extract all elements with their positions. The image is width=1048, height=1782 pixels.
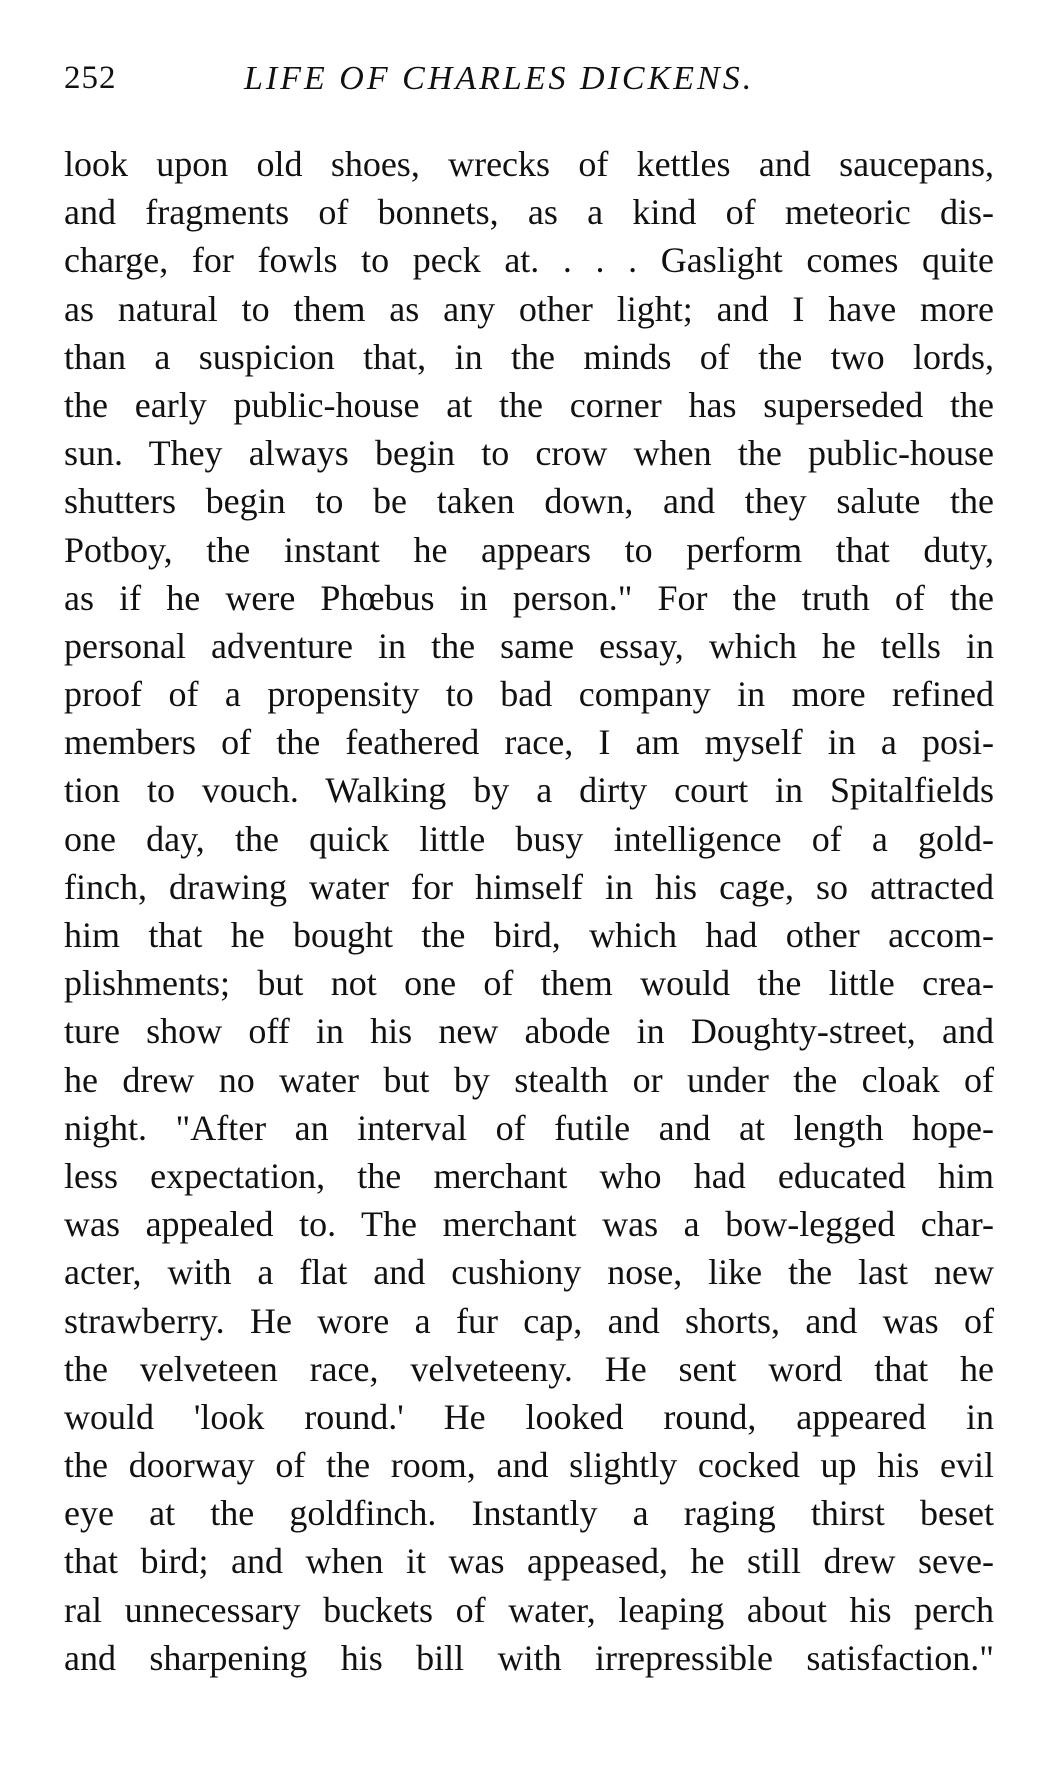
page-number: 252 bbox=[64, 60, 117, 96]
text-line: that bird; and when it was appeased, he still drew seve- bbox=[64, 1541, 994, 1582]
text-line: shutters begin to be taken down, and they salute the bbox=[64, 481, 994, 522]
running-title: LIFE OF CHARLES DICKENS. bbox=[244, 60, 755, 97]
text-line: ture show off in his new abode in Doughty-street, and bbox=[64, 1011, 994, 1052]
text-line: eye at the goldfinch. Instantly a raging thirst beset bbox=[64, 1493, 994, 1534]
text-line: the doorway of the room, and slightly cocked up his evil bbox=[64, 1445, 994, 1486]
text-line: him that he bought the bird, which had other accom- bbox=[64, 915, 994, 955]
text-line: the early public-house at the corner has superseded the bbox=[64, 384, 994, 425]
text-line: acter, with a flat and cushiony nose, like the last new bbox=[64, 1252, 994, 1293]
text-line: one day, the quick little busy intelligence of a gold- bbox=[64, 818, 994, 859]
text-line: was appealed to. The merchant was a bow-legged char- bbox=[64, 1204, 994, 1245]
text-line: would 'look round.' He looked round, appeared in bbox=[64, 1396, 994, 1437]
text-line: than a suspicion that, in the minds of the two lords, bbox=[64, 336, 994, 377]
text-line: ral unnecessary buckets of water, leaping about his perch bbox=[64, 1589, 994, 1630]
text-line: proof of a propensity to bad company in more refined bbox=[64, 674, 994, 715]
text-line: members of the feathered race, I am myself in a posi- bbox=[64, 722, 994, 763]
text-line: he drew no water but by stealth or under the cloak of bbox=[64, 1059, 994, 1100]
text-line: tion to vouch. Walking by a dirty court in Spitalfields bbox=[64, 770, 994, 811]
text-line: strawberry. He wore a fur cap, and shorts, and was of bbox=[64, 1300, 994, 1341]
text-line: plishments; but not one of them would the little crea- bbox=[64, 963, 994, 1004]
text-line: Potboy, the instant he appears to perform that duty, bbox=[64, 529, 994, 570]
body-text bbox=[64, 140, 994, 1682]
text-line: sun. They always begin to crow when the public-house bbox=[64, 433, 994, 474]
text-line: as natural to them as any other light; and I have more bbox=[64, 288, 994, 329]
text-line: look upon old shoes, wrecks of kettles and saucepans, bbox=[64, 144, 994, 184]
text-line: charge, for fowls to peck at. . . . Gaslight comes quite bbox=[64, 240, 994, 281]
text-line: night. "After an interval of futile and at length hope- bbox=[64, 1107, 994, 1148]
running-head bbox=[64, 60, 994, 110]
text-line: finch, drawing water for himself in his cage, so attracted bbox=[64, 866, 994, 907]
text-line: the velveteen race, velveteeny. He sent word that he bbox=[64, 1348, 994, 1389]
text-line: and sharpening his bill with irrepressible satisfaction." bbox=[64, 1637, 994, 1678]
text-line: personal adventure in the same essay, which he tells in bbox=[64, 625, 994, 666]
text-line: as if he were Phœbus in person." For the truth of the bbox=[64, 577, 994, 618]
text-line: and fragments of bonnets, as a kind of meteoric dis- bbox=[64, 192, 994, 233]
text-line: less expectation, the merchant who had educated him bbox=[64, 1155, 994, 1196]
